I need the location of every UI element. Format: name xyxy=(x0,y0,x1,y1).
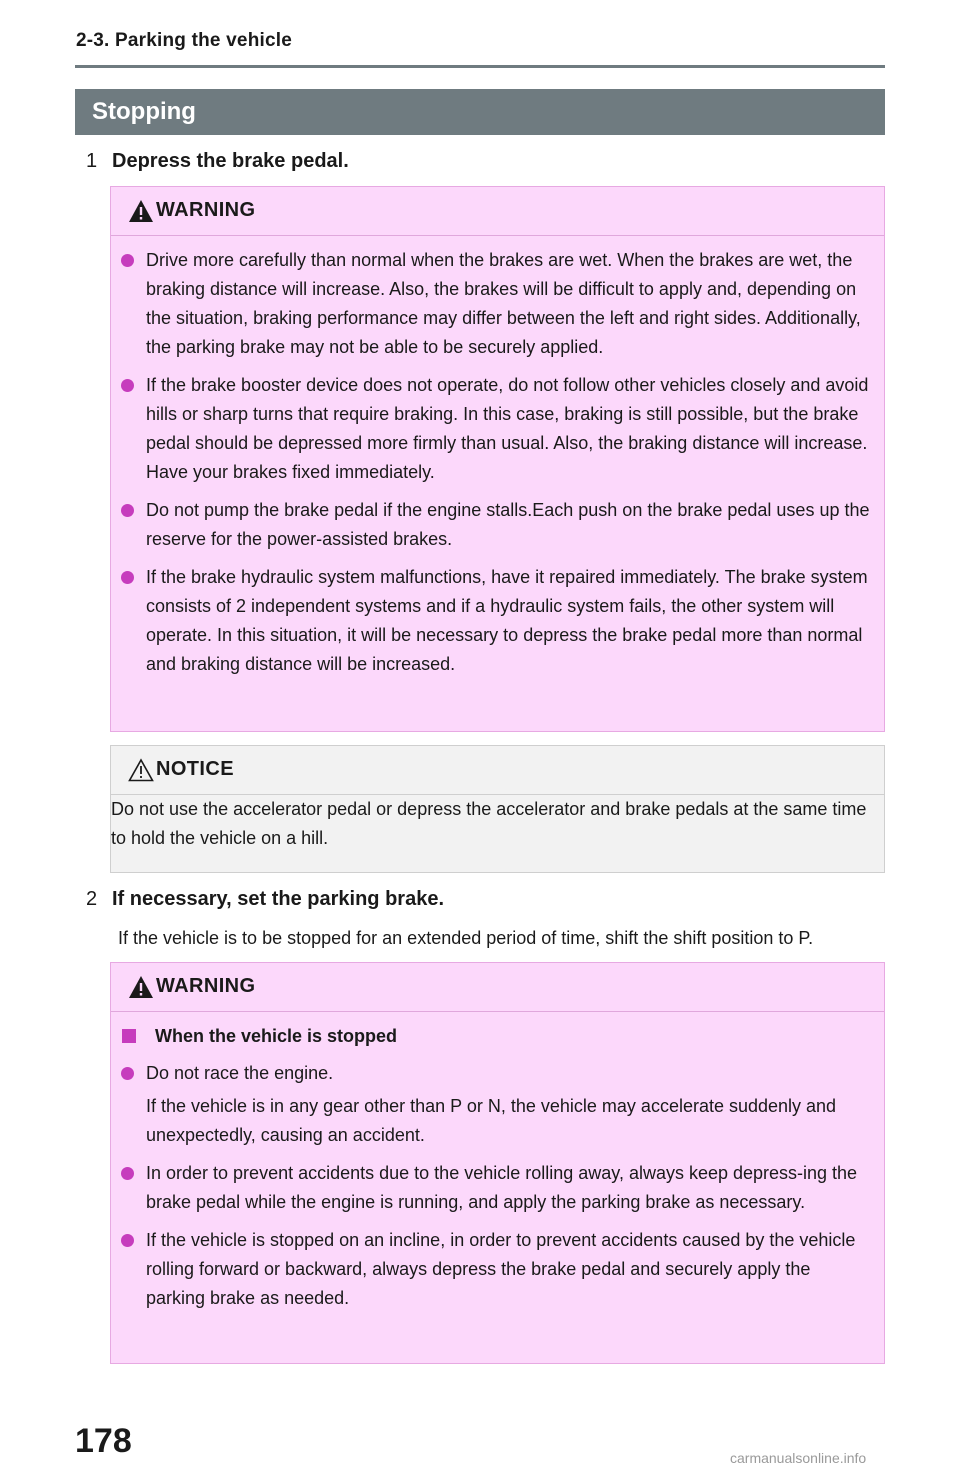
warning-item-wet-brakes: Drive more carefully than normal when the brakes are wet. When the brakes are wet, the braking distance will increase. Also, the brakes will be difficult to apply and, depending on the situation, braking performance may differ between the left and right sides. Additionally, the parking brake may not be able to be securely applied. xyxy=(146,250,861,357)
step-1-text: Depress the brake pedal. xyxy=(112,150,349,172)
notice-header xyxy=(111,746,884,795)
notice-text: Do not use the accelerator pedal or depress the accelerator and brake pedals at the same time to hold the vehicle on a hill. xyxy=(111,799,867,848)
step-1-number: 1 xyxy=(86,150,98,172)
warning-item-booster: If the brake booster device does not operate, do not follow other vehicles closely and avoid hills or sharp turns that require braking. In this case, braking is still possible, but the brake pedal should be depressed more firmly than usual. Also, the braking distance will increase. Have your brakes fixed immediately. xyxy=(146,375,869,482)
watermark: carmanualsonline.info xyxy=(730,1450,867,1466)
section-title: Stopping xyxy=(92,98,196,125)
warning-item-race: Do not race the engine. xyxy=(146,1063,334,1083)
bullet-icon xyxy=(121,1067,134,1080)
square-bullet-icon xyxy=(122,1029,136,1043)
step-1 xyxy=(86,150,349,173)
notice-label: NOTICE xyxy=(156,758,234,780)
warning-item-pump: Do not pump the brake pedal if the engine stalls.Each push on the brake pedal uses up the reserve for the power-assisted brakes. xyxy=(146,500,870,549)
warning-label: WARNING xyxy=(156,199,256,221)
bullet-icon xyxy=(121,254,134,267)
warning-triangle-icon xyxy=(128,975,154,999)
header-divider xyxy=(75,65,885,68)
warning-label: WARNING xyxy=(156,975,256,997)
list-item xyxy=(119,1226,870,1313)
warning-item-incline: If the vehicle is stopped on an incline, in order to prevent accidents caused by the vehicle rolling forward or backward, always depress the brake pedal and securely apply the parking brake as needed. xyxy=(146,1230,856,1308)
step-2-text: If necessary, set the parking brake. xyxy=(112,888,445,910)
warning-subheading xyxy=(119,1022,870,1051)
section-title-bar xyxy=(75,89,885,135)
notice-box xyxy=(110,745,885,873)
step-2-body: If the vehicle is to be stopped for an extended period of time, shift the shift position to P. xyxy=(118,928,814,948)
page-number: 178 xyxy=(75,1422,132,1460)
bullet-icon xyxy=(121,1234,134,1247)
warning-header xyxy=(111,187,884,236)
subheading-text: When the vehicle is stopped xyxy=(155,1026,398,1046)
warning-item-hydraulic: If the brake hydraulic system malfunctions, have it repaired immediately. The brake system consists of 2 independent systems and if a hydraulic system fails, the other system will operate. In this situation, it will be necessary to depress the brake pedal more than normal and braking distance will be increased. xyxy=(146,567,868,674)
bullet-icon xyxy=(121,571,134,584)
caution-triangle-icon xyxy=(128,758,154,782)
chapter-header: 2-3. Parking the vehicle xyxy=(76,30,292,51)
list-item xyxy=(119,246,870,362)
warning-item-rolling: In order to prevent accidents due to the vehicle rolling away, always keep depress-ing the brake pedal while the engine is running, and apply the parking brake as necessary. xyxy=(146,1163,858,1212)
warning-header xyxy=(111,963,884,1012)
list-item xyxy=(119,496,870,554)
step-2-number: 2 xyxy=(86,888,98,910)
warning-item-race-detail: If the vehicle is in any gear other than P or N, the vehicle may accelerate suddenly and unexpectedly, causing an accident. xyxy=(146,1096,837,1145)
warning-box-brakes xyxy=(110,186,885,732)
warning-triangle-icon xyxy=(128,199,154,223)
bullet-icon xyxy=(121,1167,134,1180)
list-item xyxy=(119,371,870,487)
bullet-icon xyxy=(121,379,134,392)
list-item xyxy=(119,563,870,679)
list-item xyxy=(119,1159,870,1217)
step-2 xyxy=(86,888,444,911)
warning-box-stopped xyxy=(110,962,885,1364)
list-item xyxy=(119,1059,870,1088)
bullet-icon xyxy=(121,504,134,517)
